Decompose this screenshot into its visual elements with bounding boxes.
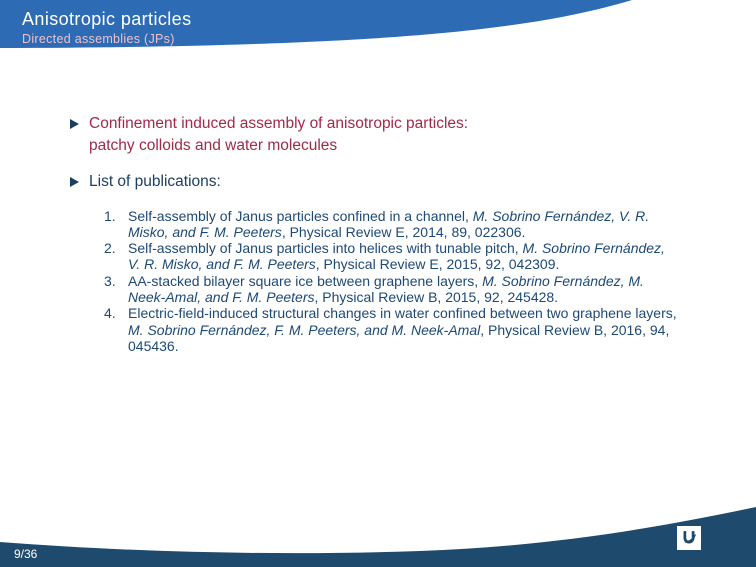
triangle-bullet-icon — [70, 119, 79, 129]
publication-text: AA-stacked bilayer square ice between graphene layers, M. Sobrino Fernández, M. Neek-Amal, and F. M. Peeters, Physical Review B, 2015, 92, 245428. — [128, 272, 644, 305]
publication-list — [70, 208, 730, 355]
footer-swoosh — [0, 505, 756, 567]
uantwerp-logo — [677, 526, 701, 550]
item-number: 2. — [104, 240, 116, 257]
slide-subtitle: Directed assemblies (JPs) — [22, 32, 175, 46]
header — [22, 8, 191, 47]
item-number: 4. — [104, 305, 116, 322]
publication-item — [104, 240, 680, 273]
bullet-line: Confinement induced assembly of anisotropic particles: — [89, 115, 469, 132]
publication-text: Self-assembly of Janus particles into helices with tunable pitch, M. Sobrino Fernández, V. R. Misko, and F. M. Peeters, Physical Review E, 2015, 92, 042309. — [128, 240, 665, 273]
publication-item — [104, 305, 680, 354]
slide-body — [70, 113, 730, 354]
publication-text: Electric-field-induced structural changes in water confined between two graphene layers, M. Sobrino Fernández, F. M. Peeters, and M. Neek-Amal, Physical Review B, 2016, 94, 045436. — [128, 305, 677, 354]
item-number: 3. — [104, 272, 116, 289]
triangle-bullet-icon — [70, 177, 79, 187]
bullet-line: patchy colloids and water molecules — [89, 136, 338, 154]
bullet-line: List of publications: — [89, 173, 221, 190]
uantwerp-u-arrow-icon — [678, 527, 700, 549]
publication-item — [104, 207, 680, 241]
publication-text: Self-assembly of Janus particles confined in a channel, M. Sobrino Fernández, V. R. Misko, and F. M. Peeters, Physical Review E, 2014, 89, 022306. — [128, 207, 650, 240]
item-number: 1. — [104, 207, 116, 224]
publication-item — [104, 272, 680, 306]
bullet-item-publications — [70, 171, 730, 193]
slide-title: Anisotropic particles — [22, 9, 192, 29]
page-number: 9/36 — [14, 547, 38, 561]
bullet-item-confinement — [70, 113, 730, 156]
